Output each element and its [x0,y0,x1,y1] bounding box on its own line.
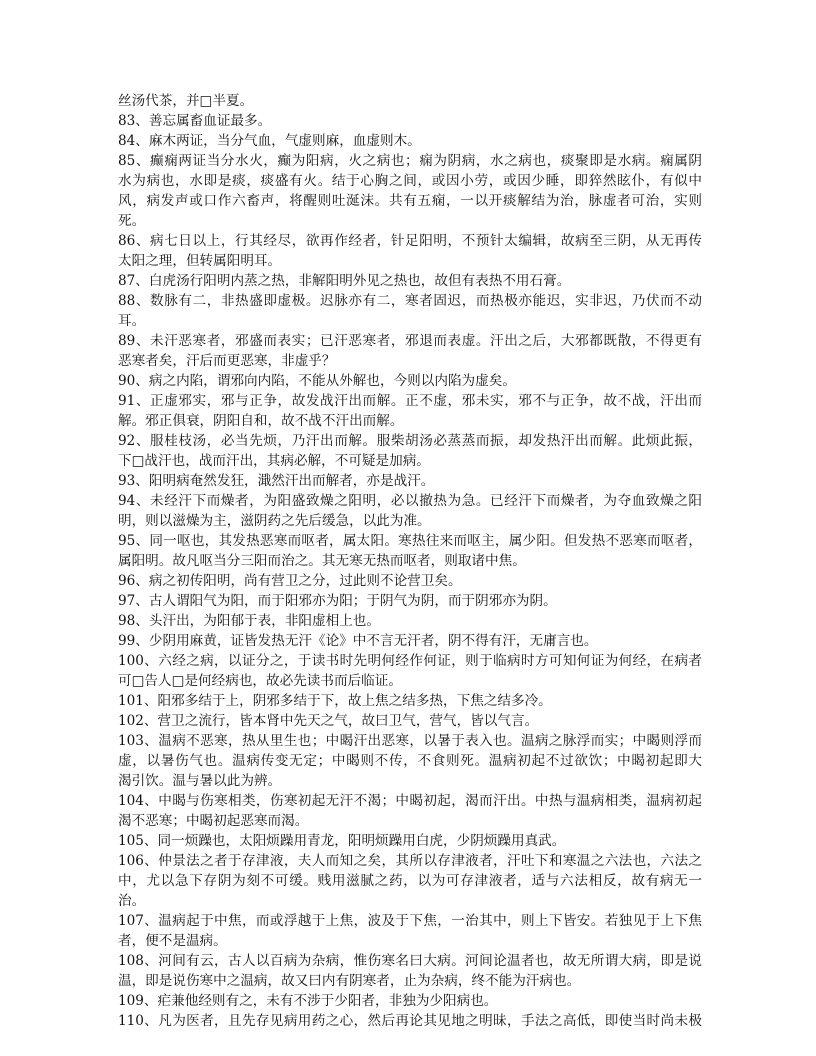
paragraph [118,231,702,271]
text-line: 110、凡为医者，且先存见病用药之心，然后再论其见地之明昧，手法之高低，即使当时尚未极 [118,1013,702,1029]
text-line: 太阳之理，但转属阳明耳。 [118,253,282,269]
text-line: 92、服桂枝汤，必当先烦，乃汗出而解。服柴胡汤必蒸蒸而振，却发热汗出而解。此烦此振， [118,433,702,449]
paragraph [118,911,702,951]
text-line: 风，病发声或口作六畜声，将醒则吐涎沫。共有五痫，一以开痰解结为治，脉虚者可治，实则 [118,193,702,209]
text-line: 97、古人谓阳气为阳，而于阳邪亦为阳；于阴气为阴，而于阴邪亦为阴。 [118,593,557,609]
paragraph [118,431,702,471]
text-line: 明，则以滋燥为主，滋阴药之先后缓急，以此为准。 [118,513,431,529]
text-line: 治。 [118,893,146,909]
paragraph [118,491,702,531]
text-line: 101、阳邪多结于上，阴邪多结于下，故上焦之结多热，下焦之结多冷。 [118,693,552,709]
paragraph [118,631,702,651]
text-line: 83、善忘属畜血证最多。 [118,113,272,129]
text-line: 90、病之内陷，谓邪向内陷，不能从外解也，今则以内陷为虚矣。 [118,373,516,389]
text-line: 98、头汗出，为阳郁于表，非阳虚相上也。 [118,613,380,629]
paragraph [118,151,702,231]
text-line: 解。邪正俱衰，阴阳自和，故不战不汗出而解。 [118,413,404,429]
paragraph [118,131,702,151]
text-line: 109、疟兼他经则有之，未有不涉于少阳者，非独为少阳病也。 [118,993,498,1009]
text-line: 99、少阴用麻黄，证皆发热无汗《论》中不言无汗者，阴不得有汗，无庸言也。 [118,633,598,649]
paragraph [118,111,702,131]
paragraph [118,471,702,491]
paragraph [118,291,702,331]
text-line: 88、数脉有二，非热盛即虚极。迟脉亦有二，寒者固迟，而热极亦能迟，实非迟，乃伏而不动 [118,293,702,309]
text-line: 中，尤以急下存阴为刻不可缓。贱用滋腻之药，以为可存津液者，适与六法相反，故有病无一 [118,873,702,889]
text-line: 107、温病起于中焦，而或浮越于上焦，波及于下焦，一治其中，则上下皆安。若独见于上下焦 [118,913,702,929]
paragraph [118,711,702,731]
text-line: 91、正虚邪实，邪与正争，故发战汗出而解。正不虚，邪未实，邪不与正争，故不战，汗出而 [118,393,702,409]
paragraph [118,271,702,291]
text-line: 下□战汗也，战而汗出，其病必解，不可疑是加病。 [118,453,430,469]
paragraph [118,951,702,991]
text-line: 84、麻木两证，当分气血，气虚则麻，血虚则木。 [118,133,421,149]
paragraph [118,611,702,631]
paragraph [118,831,702,851]
text-line: 温，即是说伤寒中之温病，故又曰内有阴寒者，止为杂病，终不能为汗病也。 [118,973,581,989]
paragraph [118,591,702,611]
text-line: 87、白虎汤行阳明内蒸之热，非解阳明外见之热也，故但有表热不用石膏。 [118,273,571,289]
text-line: 虚，以暑伤气也。温病传变无定；中暍则不传，不食则死。温病初起不过欲饮；中暍初起即大 [118,753,702,769]
text-line: 103、温病不恶寒，热从里生也；中暍汗出恶寒，以暑于表入也。温病之脉浮而实；中暍则浮而 [118,733,702,749]
text-line: 死。 [118,213,146,229]
paragraph [118,391,702,431]
paragraph [118,851,702,911]
text-line: 恶寒者矣，汗后而更恶寒，非虚乎？ [118,353,336,369]
paragraph [118,691,702,711]
text-line: 者，便不是温病。 [118,933,227,949]
paragraph [118,731,702,791]
text-line: 96、病之初传阳明，尚有营卫之分，过此则不论营卫矣。 [118,573,462,589]
paragraph [118,1011,702,1031]
text-line: 丝汤代茶，并□半夏。 [118,93,254,109]
paragraph [118,371,702,391]
text-line: 105、同一烦躁也，太阳烦躁用青龙，阳明烦躁用白虎，少阴烦躁用真武。 [118,833,566,849]
text-line: 95、同一呕也，其发热恶寒而呕者，属太阳。寒热往来而呕主，属少阳。但发热不恶寒而呕者， [118,533,702,549]
text-line: 耳。 [118,313,146,329]
text-line: 渴引饮。温与暑以此为辨。 [118,773,282,789]
text-line: 108、河间有云，古人以百病为杂病，惟伤寒名曰大病。河间论温者也，故无所谓大病，即是说 [118,953,702,969]
paragraph [118,531,702,571]
paragraph [118,791,702,831]
paragraph [118,331,702,371]
text-line: 94、未经汗下而燥者，为阳盛致燥之阳明，必以撤热为急。已经汗下而燥者，为夺血致燥之阳 [118,493,702,509]
text-line: 86、病七日以上，行其经尽，欲再作经者，针足阳明，不预针太编辑，故病至三阴，从无再传 [118,233,702,249]
text-line: 104、中暍与伤寒相类，伤寒初起无汗不渴；中暍初起，渴而汗出。中热与温病相类，温病初起 [118,793,702,809]
text-line: 106、仲景法之者于存津液，夫人而知之矣，其所以存津液者，汗吐下和寒温之六法也，六法之 [118,853,702,869]
text-line: 89、未汗恶寒者，邪盛而表实；已汗恶寒者，邪退而表虚。汗出之后，大邪都既散，不得更有 [118,333,702,349]
text-line: 可□告人□是何经病也，故必先读书而后临证。 [118,673,402,689]
text-line: 渴不恶寒；中暍初起恶寒而渴。 [118,813,309,829]
paragraph [118,991,702,1011]
text-line: 100、六经之病，以证分之，于读书时先明何经作何证，则于临病时方可知何证为何经，在病者 [118,653,702,669]
paragraph [118,571,702,591]
document-page [118,91,702,1031]
text-line: 93、阳明病奄然发狂，濈然汗出而解者，亦是战汗。 [118,473,435,489]
paragraph [118,91,702,111]
text-line: 85、癫痫两证当分水火，癫为阳病，火之病也；痫为阴病，水之病也，痰聚即是水病。痫属阴 [118,153,702,169]
text-line: 102、营卫之流行，皆本肾中先天之气，故曰卫气，营气，皆以气言。 [118,713,539,729]
text-line: 水为病也，水即是痰，痰盛有火。结于心胸之间，或因小劳，或因少睡，即猝然眩仆，有似中 [118,173,702,189]
paragraph [118,651,702,691]
text-line: 属阳明。故凡呕当分三阳而治之。其无寒无热而呕者，则取诸中焦。 [118,553,526,569]
